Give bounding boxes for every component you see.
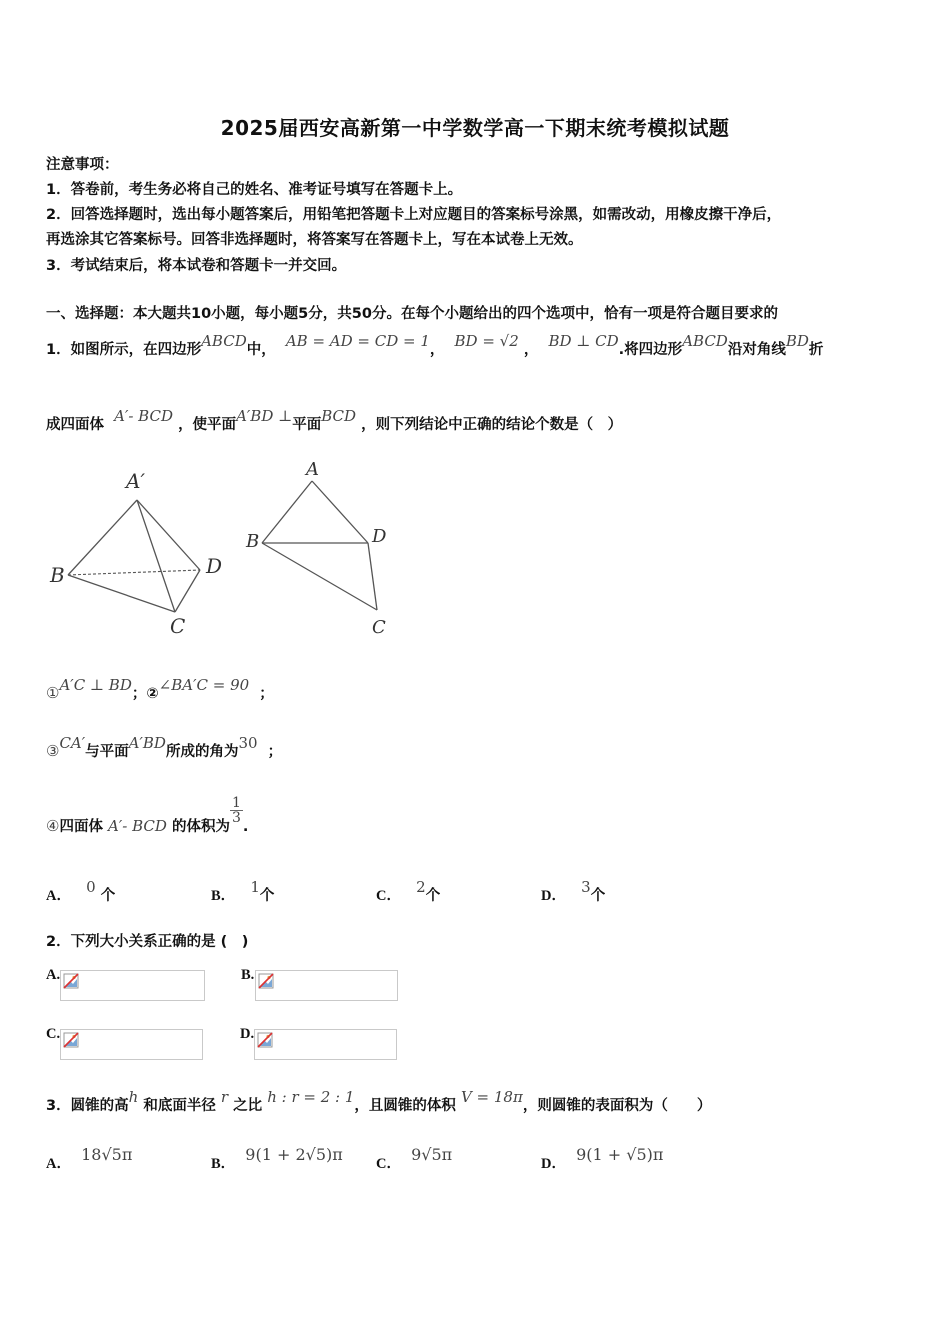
q1-text: ；② [131, 686, 159, 702]
label-d: D [372, 526, 387, 547]
q3-text: 3．圆锥的高 [46, 1098, 129, 1114]
section-heading: 一、选择题：本大题共10小题，每小题5分，共50分。在每个小题给出的四个选项中，恰有一项是符合题目要求的 [46, 306, 778, 322]
label-b: B [50, 563, 65, 587]
q1-text: ， [523, 342, 539, 358]
q3-math: h [128, 1088, 139, 1106]
fraction-denominator: 3 [231, 810, 241, 826]
q3-text: 之比 [233, 1098, 263, 1114]
q1-text: ，使平面 [178, 417, 237, 433]
option-label: C． [376, 1156, 401, 1172]
q1-math: ∠BA′C = 90 [158, 676, 250, 694]
notice-item: 再选涂其它答案标号。回答非选择题时，将答案写在答题卡上，写在本试卷上无效。 [46, 232, 583, 248]
option-label: C． [376, 888, 401, 904]
q1-math: BD = √2 [454, 332, 519, 350]
notice-item: 1．答卷前，考生务必将自己的姓名、准考证号填写在答题卡上。 [46, 182, 463, 198]
page-title: 2025届西安高新第一中学数学高一下期末统考模拟试题 [220, 116, 730, 140]
broken-image [60, 970, 205, 1001]
notice-item: 2．回答选择题时，选出每小题答案后，用铅笔把答题卡上对应题目的答案标号涂黑，如需改动，用橡皮擦干净后， [46, 207, 782, 223]
q1-text: 所成的角为 [165, 744, 239, 760]
q3-option-c[interactable] [376, 1145, 453, 1173]
option-value: 9(1 + 2√5)π [245, 1145, 343, 1164]
q1-statement-4 [46, 795, 249, 835]
fraction-numerator: 1 [231, 795, 241, 811]
q1-text: ； [259, 686, 274, 702]
option-unit: 个 [259, 888, 275, 904]
q1-text: 折 [808, 342, 824, 358]
q3-option-d[interactable] [541, 1145, 664, 1173]
q1-text: 成四面体 [46, 417, 104, 433]
q1-text: ； [267, 744, 283, 760]
broken-image-icon [63, 973, 79, 989]
q1-math: BD [785, 332, 809, 350]
label-a-prime: A′ [126, 469, 145, 493]
q1-math: CA′ [59, 734, 86, 752]
label-b: B [246, 531, 260, 552]
q3-option-a[interactable] [46, 1145, 133, 1173]
notice-heading: 注意事项： [46, 157, 119, 173]
option-unit: 个 [590, 888, 606, 904]
q3-text: 和底面半径 [143, 1098, 216, 1114]
statement-mark: ① [46, 684, 60, 702]
notice-item: 3．考试结束后，将本试卷和答题卡一并交回。 [46, 258, 347, 274]
q1-text: .将四边形 [618, 342, 683, 358]
broken-image [255, 970, 398, 1001]
q1-option-b[interactable] [211, 878, 275, 905]
option-value: 0 [86, 878, 96, 896]
q3-text: ，则圆锥的表面积为（ ） [522, 1098, 712, 1114]
broken-image [254, 1029, 397, 1060]
q1-math: A′BD [128, 734, 166, 752]
q2-option-label[interactable]: C. [46, 1026, 61, 1042]
q2-option-label[interactable]: B. [241, 967, 255, 983]
q3-text: ，且圆锥的体积 [354, 1098, 456, 1114]
label-a: A [306, 459, 319, 480]
option-label: A． [46, 888, 71, 904]
option-label: A． [46, 1156, 71, 1172]
statement-mark: ④ [46, 816, 60, 835]
broken-image [60, 1029, 203, 1060]
q3-math: V = 18π [460, 1088, 523, 1106]
q1-option-c[interactable] [376, 878, 441, 905]
q1-math: 30 [238, 734, 258, 752]
q3-option-b[interactable] [211, 1145, 343, 1173]
q1-math: A′- BCD [114, 407, 173, 425]
q3-math: r [220, 1088, 229, 1106]
q1-figure [40, 455, 420, 645]
option-label: B． [211, 1156, 236, 1172]
q1-option-d[interactable] [541, 878, 606, 905]
q1-math: ABCD [201, 332, 247, 350]
q1-math: ABCD [682, 332, 728, 350]
q1-text: ，则下列结论中正确的结论个数是（ ） [361, 417, 623, 433]
q1-math: A′BD ⊥ [236, 407, 293, 425]
option-label: D． [541, 1156, 566, 1172]
q1-math: A′- BCD [108, 816, 167, 835]
q1-statement-1-2 [46, 676, 274, 703]
option-value: 2 [416, 878, 426, 896]
q1-text: 四面体 [59, 818, 103, 835]
q3-math: h : r = 2 : 1 [267, 1088, 355, 1106]
broken-image-icon [257, 1032, 273, 1048]
option-value: 9(1 + √5)π [576, 1145, 664, 1164]
q1-text: ， [429, 342, 445, 358]
option-unit: 个 [100, 888, 116, 904]
q1-text: 中， [246, 342, 276, 358]
q2-stem: 2．下列大小关系正确的是 ( ) [46, 934, 249, 950]
q1-statement-3 [46, 734, 283, 761]
q3-stem [46, 1088, 712, 1115]
q1-text: 与平面 [85, 744, 129, 760]
label-c: C [170, 614, 186, 638]
option-value: 1 [250, 878, 260, 896]
broken-image-icon [63, 1032, 79, 1048]
q1-math: A′C ⊥ BD [59, 676, 132, 694]
label-d: D [206, 554, 223, 578]
q1-text: 平面 [292, 417, 322, 433]
option-label: B． [211, 888, 236, 904]
q1-text: 的体积为 [171, 818, 230, 835]
label-c: C [372, 617, 386, 638]
q2-option-label[interactable]: A. [46, 967, 61, 983]
q1-text: . [242, 818, 249, 835]
q1-math: BCD [321, 407, 357, 425]
statement-mark: ③ [46, 742, 60, 760]
q1-text: 沿对角线 [727, 342, 786, 358]
quadrilateral-figure [245, 459, 387, 638]
fraction [230, 796, 243, 825]
q1-math: AB = AD = CD = 1 [285, 332, 430, 350]
option-label: D． [541, 888, 566, 904]
q2-option-label[interactable]: D. [240, 1026, 255, 1042]
option-unit: 个 [425, 888, 441, 904]
option-value: 18√5π [81, 1145, 133, 1164]
q1-text: 1．如图所示，在四边形 [46, 342, 202, 358]
option-value: 9√5π [411, 1145, 453, 1164]
option-value: 3 [581, 878, 591, 896]
q1-math: BD ⊥ CD [548, 332, 619, 350]
q1-line2 [46, 407, 623, 434]
broken-image-icon [258, 973, 274, 989]
q1-line1 [46, 332, 824, 359]
q1-option-a[interactable] [46, 878, 116, 905]
tetrahedron-figure [49, 469, 222, 638]
